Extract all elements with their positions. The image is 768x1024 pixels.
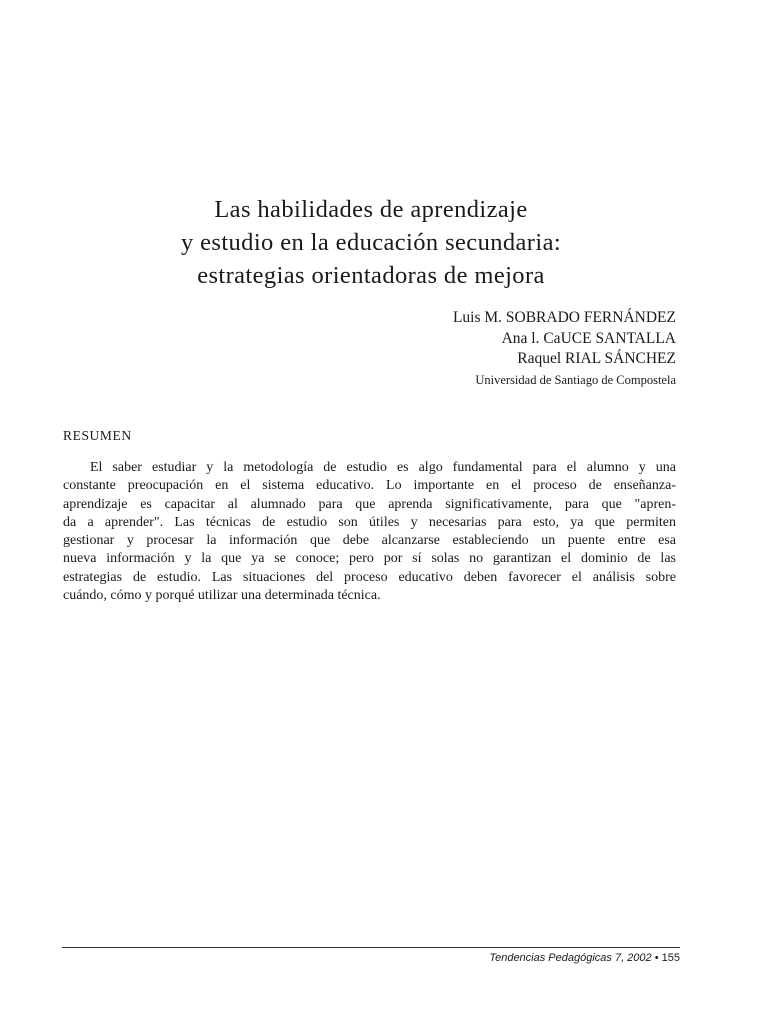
title-line-1: Las habilidades de aprendizaje [214,196,528,223]
abstract-line-5: gestionar y procesar la información que debe alcanzarse estableciendo un puente entre esa [63,533,676,549]
page-footer [489,951,680,965]
author-1: Luis M. SOBRADO FERNÁNDEZ [452,309,676,326]
footer-journal: Tendencias Pedagógicas 7, 2002 [489,952,652,964]
footer-separator: • [654,952,659,964]
abstract-line-4: da a aprender". Las técnicas de estudio son útiles y necesarias para esto, ya que permiten [63,514,676,530]
author-affiliation: Universidad de Santiago de Compostela [475,372,676,387]
abstract-heading: RESUMEN [63,428,132,443]
article-title [0,193,742,292]
title-line-2: y estudio en la educación secundaria: [180,229,562,256]
abstract-paragraph [63,459,676,605]
abstract-line-1: El saber estudiar y la metodología de estudio es algo fundamental para el alumno y una [90,460,676,475]
author-block [453,308,676,390]
abstract-line-8: cuándo, cómo y porqué utilizar una determinada técnica. [63,588,381,604]
abstract-line-3: aprendizaje es capacitar al alumnado para que aprenda significativamente, para que "apren- [63,496,676,512]
page-number: 155 [661,952,680,964]
title-line-3: estrategias orientadoras de mejora [197,262,545,289]
abstract-line-2: constante preocupación en el sistema educativo. Lo importante en el proceso de enseñanza- [63,478,676,494]
abstract-line-6: nueva información y la que ya se conoce; pero por sí solas no garantizan el dominio de las [63,551,676,567]
author-3: Raquel RIAL SÁNCHEZ [517,350,676,367]
abstract-line-7: estrategias de estudio. Las situaciones del proceso educativo deben favorecer el análisis sobre [63,569,676,585]
author-2: Ana l. CaUCE SANTALLA [501,329,676,347]
footer-divider [62,947,680,948]
